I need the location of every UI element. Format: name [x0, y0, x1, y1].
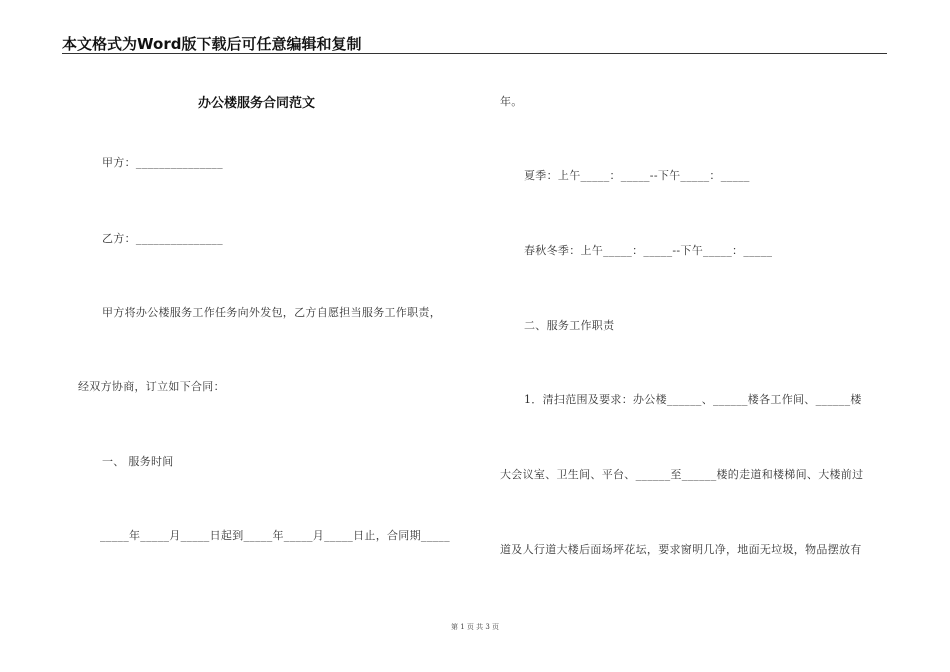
summer-hours-line: 夏季：上午_____：_____--下午_____：_____ — [524, 169, 750, 182]
page-number: 第 1 页 共 3 页 — [450, 623, 500, 631]
cleaning-scope-line-1: 1．清扫范围及要求：办公楼______、______楼各工作间、______楼 — [524, 393, 862, 406]
cleaning-scope-line-2: 大会议室、卫生间、平台、______至______楼的走道和楼梯间、大楼前过 — [500, 468, 864, 481]
paragraph-intro: 甲方将办公楼服务工作任务向外发包，乙方自愿担当服务工作职责， — [102, 306, 441, 319]
document-title: 办公楼服务合同范文 — [198, 96, 316, 111]
paragraph-agreement: 经双方协商，订立如下合同： — [78, 380, 225, 393]
party-b-line: 乙方：_______________ — [102, 232, 223, 245]
section-heading-service-time: 一、 服务时间 — [102, 455, 174, 468]
party-a-line: 甲方：_______________ — [102, 156, 223, 169]
section-heading-duties: 二、服务工作职责 — [524, 319, 615, 332]
contract-period-year: 年。 — [500, 95, 523, 108]
cleaning-scope-line-3: 道及人行道大楼后面场坪花坛，要求窗明几净，地面无垃圾，物品摆放有 — [500, 543, 862, 556]
header-notice: 本文格式为Word版下载后可任意编辑和复制 — [62, 35, 362, 53]
header-divider — [62, 53, 887, 54]
contract-period-line: _____年_____月_____日起到_____年_____月_____日止，合同期_____ — [100, 529, 450, 542]
spring-autumn-winter-hours-line: 春秋冬季：上午_____：_____--下午_____：_____ — [524, 244, 773, 257]
